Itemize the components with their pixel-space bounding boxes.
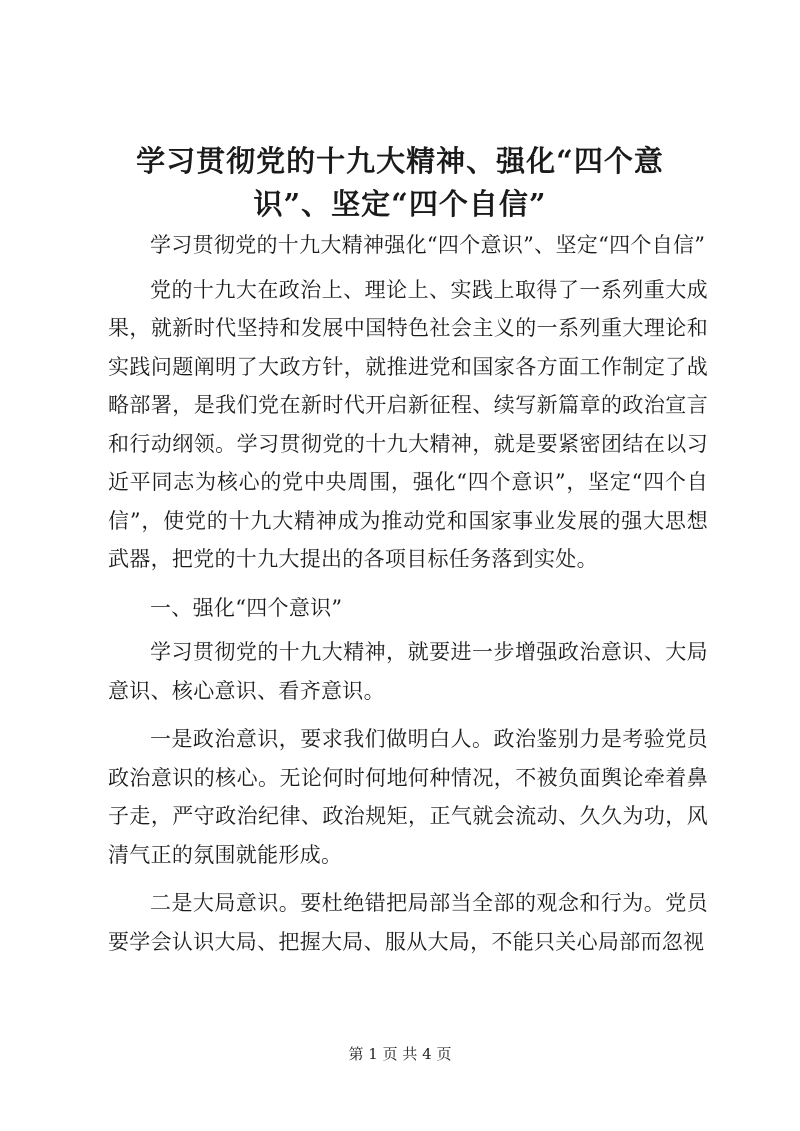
document-title <box>100 140 700 226</box>
page-footer: 第 1 页 共 4 页 <box>348 1045 452 1063</box>
title-line-2: 识”、坚定“四个自信” <box>253 187 547 221</box>
paragraph-section-intro: 学习贯彻党的十九大精神，就要进一步增强政治意识、大局意识、核心意识、看齐意识。 <box>108 640 708 703</box>
paragraph-intro: 党的十九大在政治上、理论上、实践上取得了一系列重大成果，就新时代坚持和发展中国特色社会主义的一系列重大理论和实践问题阐明了大政方针，就推进党和国家各方面工作制定了战略部署，是我们党在新时代开启新征程、续写新篇章的政治宣言和行动纲领。学习贯彻党的十九大精神，就是要紧密团结在以习近平同志为核心的党中央周围，强化“四个意识”，坚定“四个自信”，使党的十九大精神成为推动党和国家事业发展的强大思想武器，把党的十九大提出的各项目标任务落到实处。 <box>108 277 708 571</box>
title-line-1: 学习贯彻党的十九大精神、强化“四个意 <box>136 144 664 178</box>
paragraph-subtitle: 学习贯彻党的十九大精神强化“四个意识”、坚定“四个自信” <box>150 233 706 257</box>
paragraph-political-awareness: 一是政治意识，要求我们做明白人。政治鉴别力是考验党员政治意识的核心。无论何时何地何种情况，不被负面舆论牵着鼻子走，严守政治纪律、政治规矩，正气就会流动、久久为功，风清气正的氛围就能形成。 <box>108 727 708 867</box>
document-body <box>108 226 708 971</box>
section-heading: 一、强化“四个意识” <box>150 595 343 620</box>
paragraph-overall-awareness: 二是大局意识。要杜绝错把局部当全部的观念和行为。党员要学会认识大局、把握大局、服从大局，不能只关心局部而忽视 <box>108 891 708 954</box>
